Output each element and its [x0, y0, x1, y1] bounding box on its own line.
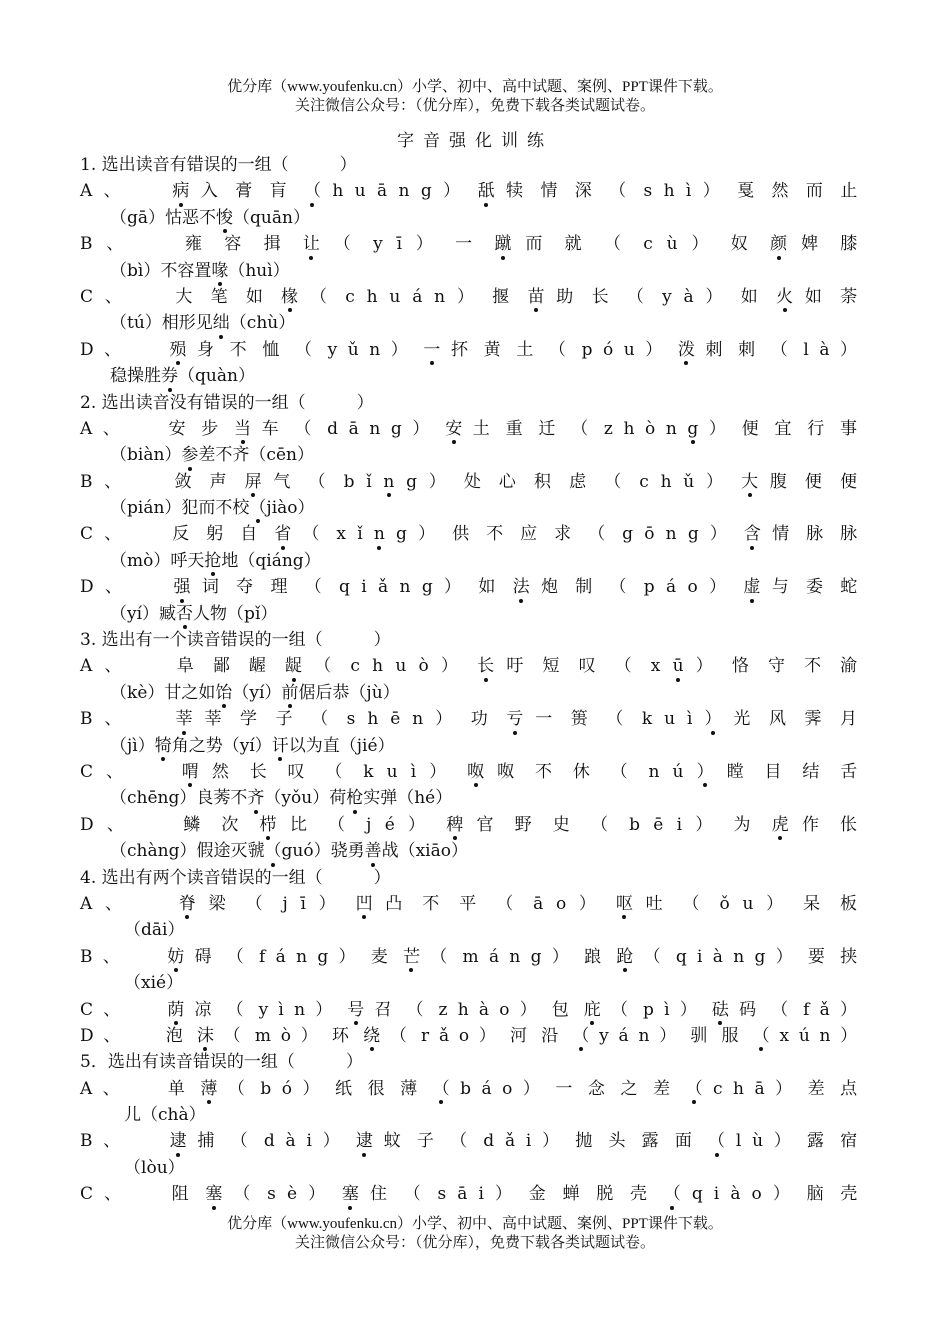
emphasis-dot-char: （ [708, 1128, 725, 1154]
emphasis-dot-char: 屏 [245, 469, 262, 495]
emphasis-dot-char: 券 [161, 363, 178, 389]
emphasis-dot-char: 呕 [616, 891, 633, 917]
emphasis-dot-char: 长 [477, 653, 494, 679]
emphasis-dot-char: 颜 [770, 231, 787, 257]
emphasis-dot-char: g [687, 416, 698, 442]
emphasis-dot-char: 芒 [403, 944, 420, 970]
header-line-1: 优分库（www.youfenku.cn）小学、初中、高中试题、案例、PPT课件下载。 [227, 79, 723, 95]
emphasis-dot-char: 塞 [205, 1181, 222, 1207]
emphasis-dot-char: 讦 [272, 733, 289, 759]
page-header [0, 78, 950, 116]
emphasis-dot-char: 安 [445, 416, 462, 442]
exercise-body [80, 152, 857, 1208]
option-line: C 、 荫 凉 （ y ì n ） 号 召 （ z h à o ） 包 庇 （ p ì ） 砝 码 （ f ǎ ） [80, 997, 857, 1023]
emphasis-dot-char: 逮 [356, 1128, 373, 1154]
emphasis-dot-char: （ [433, 1076, 450, 1102]
emphasis-dot-char: ） [704, 706, 721, 732]
emphasis-dot-char: n [374, 521, 385, 547]
emphasis-dot-char: 塞 [342, 1181, 359, 1207]
emphasis-dot-char: 荫 [167, 997, 184, 1023]
emphasis-dot-char: 大 [741, 469, 758, 495]
emphasis-dot-char: 让 [303, 231, 320, 257]
option-line: 儿（chà） [124, 1105, 206, 1126]
option-line: A 、 单 薄 （ b ó ） 纸 很 薄 （ b á o ） 一 念 之 差 （ c h ā ） 差 点 [80, 1076, 857, 1102]
emphasis-dot-char: 椽 [281, 284, 298, 310]
option-line: （gā）怙恶不悛（quān） [80, 205, 857, 231]
emphasis-dot-char: 殒 [169, 337, 186, 363]
emphasis-dot-char: 绌 [213, 310, 230, 336]
option-line: D 、 泡 沫 （ m ò ） 环 绕 （ r ǎ o ） 河 沿 （ y á n ） 驯 服 （ x ú n ） [80, 1023, 857, 1049]
emphasis-dot-char: 庇 [584, 997, 601, 1023]
emphasis-dot-char: 妨 [167, 944, 184, 970]
footer-line-2: 关注微信公众号：（优分库），免费下载各类试题试卷。 [294, 1235, 655, 1251]
option-line: D 、 殒 身 不 恤 （ y ǔ n ） 一 抔 黄 土 （ p ó u ） 泼 刺 刺 （ l à ） [80, 337, 857, 363]
emphasis-dot-char: 一 [423, 337, 440, 363]
question-line: 1. 选出读音有错误的一组（ ） [80, 155, 357, 175]
emphasis-dot-char: 悛 [216, 205, 233, 231]
emphasis-dot-char: 稗 [446, 812, 463, 838]
emphasis-dot-char: 蹴 [494, 231, 511, 257]
emphasis-dot-char: （ [686, 1076, 703, 1102]
emphasis-dot-char: 强 [174, 574, 191, 600]
option-line: A 、 病 入 膏 肓 （ h u ā n g ） 舐 犊 情 深 （ s h ì ） 戛 然 而 止 [80, 178, 857, 204]
emphasis-dot-char: 齐 [247, 785, 264, 811]
emphasis-dot-char: 喟 [182, 759, 199, 785]
header-line-2: 关注微信公众号：（优分库），免费下载各类试题试卷。 [294, 98, 655, 114]
emphasis-dot-char: 病 [172, 178, 189, 204]
emphasis-dot-char: 省 [274, 521, 291, 547]
emphasis-dot-char: 当 [234, 416, 251, 442]
emphasis-dot-char: 法 [513, 574, 530, 600]
page-title: 字音强化训练 [397, 131, 553, 151]
emphasis-dot-char: （ [249, 495, 266, 521]
option-line: C 、 大 笔 如 椽 （ c h u á n ） 揠 苗 助 长 （ y à ） 如 火 如 荼 [80, 284, 857, 310]
emphasis-dot-char: 号 [347, 997, 364, 1023]
option-line: （kè）甘之如饴（yí）前倨后恭（jù） [80, 680, 857, 706]
option-line: A 、 安 步 当 车 （ d ā n g ） 安 土 重 迁 （ z h ò n g ） 便 宜 行 事 [80, 416, 857, 442]
option-line: A 、 脊 梁 （ j ī ） 凹 凸 不 平 （ ā o ） 呕 吐 （ ǒ u ） 呆 板 [80, 891, 857, 917]
option-line: （jì）犄角之势（yí）讦以为直（jié） [80, 733, 857, 759]
emphasis-dot-char: 砝 [712, 997, 729, 1023]
option-line: （pián）犯而不校（jiào） [80, 495, 857, 521]
option-line: B 、 莘 莘 学 子 （ s h ē n ） 功 亏 一 篑 （ k u ì ） 光 风 霁 月 [80, 706, 857, 732]
emphasis-dot-char: 栉 [260, 812, 277, 838]
option-line: B 、 敛 声 屏 气 （ b ǐ n g ） 处 心 积 虑 （ c h ǔ ） 大 腹 便 便 [80, 469, 857, 495]
emphasis-dot-char: 逮 [170, 1128, 187, 1154]
page-footer [0, 1215, 950, 1253]
question-line: 3. 选出有一个读音错误的一组（ ） [80, 630, 391, 651]
emphasis-dot-char: 参 [181, 442, 198, 468]
option-line: B 、 雍 容 揖 让 （ y ī ） 一 蹴 而 就 （ c ù ） 奴 颜 婢 膝 [80, 231, 857, 257]
option-line: （yí）臧否人物（pǐ） [80, 601, 857, 627]
emphasis-dot-char: 泼 [678, 337, 695, 363]
emphasis-dot-char: 龊 [285, 653, 302, 679]
emphasis-dot-char: 虚 [743, 574, 760, 600]
emphasis-dot-char: （ [664, 1181, 681, 1207]
emphasis-dot-char: 抢 [204, 548, 221, 574]
emphasis-dot-char: （ [304, 178, 321, 204]
option-line: （dāi） [124, 920, 185, 941]
option-line: A 、 阜 鄙 龌 龊 （ c h u ò ） 长 吁 短 叹 （ x ū ） 恪 守 不 渝 [80, 653, 857, 679]
option-line: C 、 反 躬 自 省 （ x ǐ n g ） 供 不 应 求 （ g ō n g ） 含 情 脉 脉 [80, 521, 857, 547]
option-line: （mò）呼天抢地（qiáng） [80, 548, 857, 574]
emphasis-dot-char: 前 [281, 680, 298, 706]
emphasis-dot-char: 舐 [478, 178, 495, 204]
option-line: B 、 妨 碍 （ f á n g ） 麦 芒 （ m á n g ） 踉 跄 （ q i à n g ） 要 挟 [80, 944, 857, 970]
emphasis-dot-char: 跄 [616, 944, 633, 970]
option-line: （lòu） [124, 1157, 185, 1178]
emphasis-dot-char: 凹 [356, 891, 373, 917]
emphasis-dot-char: ū [673, 653, 684, 679]
emphasis-dot-char: 饴 [215, 680, 232, 706]
emphasis-dot-char: 薄 [200, 1076, 217, 1102]
question-line: 2. 选出读音没有错误的一组（ ） [80, 392, 374, 413]
option-line: D 、 鳞 次 栉 比 （ j é ） 稗 官 野 史 （ b ē i ） 为 虎 作 伥 [80, 812, 857, 838]
option-line: （chēng）良莠不齐（yǒu）荷枪实弹（hé） [80, 785, 857, 811]
option-line: B 、 逮 捕 （ d à i ） 逮 蚊 子 （ d ǎ i ） 抛 头 露 面 （ l ù ） 露 宿 [80, 1128, 857, 1154]
emphasis-dot-char: 否 [176, 601, 193, 627]
emphasis-dot-char: 亏 [506, 706, 523, 732]
option-line: D 、 强 词 夺 理 （ q i ǎ n g ） 如 法 炮 制 （ p á o ） 虚 与 委 蛇 [80, 574, 857, 600]
emphasis-dot-char: 苗 [527, 284, 544, 310]
emphasis-dot-char: 喙 [211, 258, 228, 284]
emphasis-dot-char: 善 [365, 838, 382, 864]
emphasis-dot-char: （ [753, 1023, 770, 1049]
question-line: 4. 选出有两个读音错误的一组（ ） [80, 867, 391, 888]
emphasis-dot-char: 绕 [363, 1023, 380, 1049]
emphasis-dot-char: ） [697, 759, 714, 785]
option-line: （bì）不容置喙（huì） [80, 258, 857, 284]
option-line: （chàng）假途灭虢（guó）骁勇善战（xiāo） [80, 838, 857, 864]
emphasis-dot-char: 沫 [197, 1023, 214, 1049]
option-line: 稳操胜券（quàn） [80, 363, 857, 389]
emphasis-dot-char: 犄 [155, 733, 172, 759]
emphasis-dot-char: 火 [776, 284, 793, 310]
emphasis-dot-char: 脊 [179, 891, 196, 917]
question-line: 5．选出有读音错误的一组（ ） [80, 1052, 363, 1073]
option-line: （xié） [124, 973, 184, 994]
emphasis-dot-char: 枪 [346, 785, 363, 811]
emphasis-dot-char: （ [572, 1023, 589, 1049]
emphasis-dot-char: n [383, 469, 394, 495]
emphasis-dot-char: 虎 [772, 812, 789, 838]
emphasis-dot-char: 莘 [176, 706, 193, 732]
option-line: （biàn）参差不齐（cēn） [80, 442, 857, 468]
option-line: C 、 阻 塞 （ s è ） 塞 住 （ s ā i ） 金 蝉 脱 壳 （ q i à o ） 脑 壳 [80, 1181, 857, 1207]
footer-line-1: 优分库（www.youfenku.cn）小学、初中、高中试题、案例、PPT课件下载。 [227, 1216, 723, 1232]
option-line: （tú）相形见绌（chù） [80, 310, 857, 336]
option-line: C 、 喟 然 长 叹 （ k u ì ） 呶 呶 不 休 （ n ú ） 瞠 目 结 舌 [80, 759, 857, 785]
emphasis-dot-char: 含 [744, 521, 761, 547]
emphasis-dot-char: （ [264, 838, 281, 864]
emphasis-dot-char: 呶 [467, 759, 484, 785]
